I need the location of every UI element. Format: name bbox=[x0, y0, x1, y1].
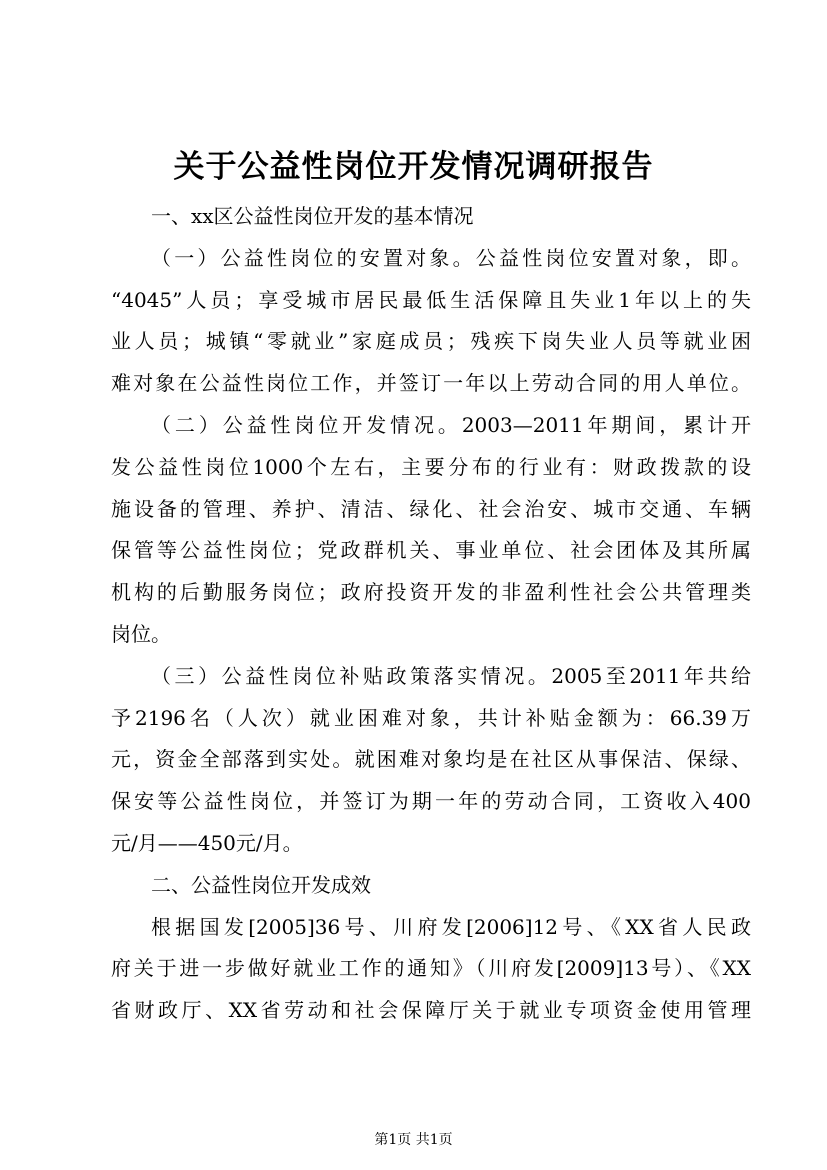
paragraph-line: 难对象在公益性岗位工作，并签订一年以上劳动合同的用人单位。 bbox=[111, 371, 751, 396]
paragraph-line: 业人员；城镇“零就业”家庭成员；残疾下岗失业人员等就业困 bbox=[111, 329, 751, 354]
document-body bbox=[111, 196, 751, 1032]
paragraph-line: （一）公益性岗位的安置对象。公益性岗位安置对象，即。 bbox=[151, 245, 751, 270]
document-title: 关于公益性岗位开发情况调研报告 bbox=[173, 149, 654, 185]
paragraph-line: 机构的后勤服务岗位；政府投资开发的非盈利性社会公共管理类 bbox=[111, 580, 751, 605]
paragraph-line: 元，资金全部落到实处。就困难对象均是在社区从事保洁、保绿、 bbox=[111, 747, 751, 772]
paragraph-line: 保安等公益性岗位，并签订为期一年的劳动合同，工资收入400 bbox=[111, 789, 751, 814]
paragraph-line: “4045”人员；享受城市居民最低生活保障且失业1年以上的失 bbox=[111, 287, 751, 312]
paragraph-line: 府关于进一步做好就业工作的通知》（川府发[2009]13号）、《XX bbox=[111, 956, 751, 981]
page-footer: 第1页 共1页 bbox=[374, 1132, 453, 1148]
paragraph-line: 发公益性岗位1000个左右，主要分布的行业有：财政拨款的设 bbox=[111, 454, 751, 479]
paragraph-line: 施设备的管理、养护、清洁、绿化、社会治安、城市交通、车辆 bbox=[111, 496, 751, 521]
paragraph-line: （三）公益性岗位补贴政策落实情况。2005至2011年共给 bbox=[151, 663, 751, 688]
paragraph-line: 省财政厅、XX省劳动和社会保障厅关于就业专项资金使用管理 bbox=[111, 998, 751, 1023]
paragraph-line: （二）公益性岗位开发情况。2003—2011年期间，累计开 bbox=[151, 412, 751, 437]
paragraph-line: 保管等公益性岗位；党政群机关、事业单位、社会团体及其所属 bbox=[111, 538, 751, 563]
paragraph-line: 根据国发[2005]36号、川府发[2006]12号、《XX省人民政 bbox=[151, 914, 751, 939]
paragraph-line: 元/月——450元/月。 bbox=[111, 830, 303, 855]
paragraph-line: 予2196名（人次）就业困难对象，共计补贴金额为：66.39万 bbox=[111, 705, 751, 730]
paragraph-line: 岗位。 bbox=[111, 621, 171, 646]
section-heading-1: 一、xx区公益性岗位开发的基本情况 bbox=[151, 204, 474, 228]
section-heading-2: 二、公益性岗位开发成效 bbox=[151, 872, 371, 897]
